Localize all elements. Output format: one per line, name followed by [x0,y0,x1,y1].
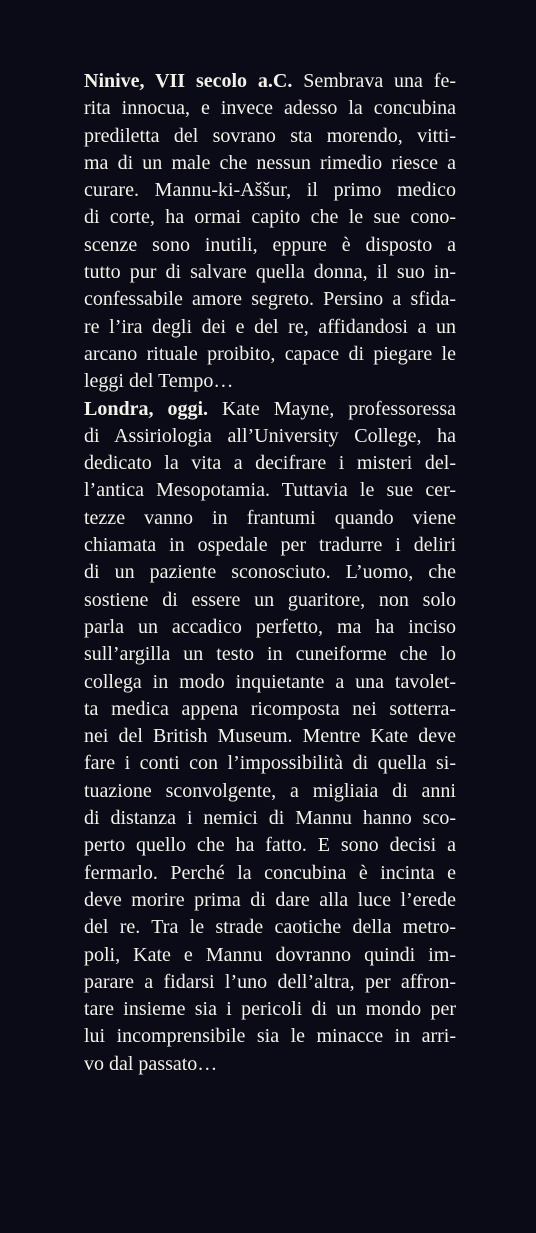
text-line: tuazione sconvolgente, a migliaia di anni [84,779,456,802]
text-line: vo dal passato… [84,1052,218,1075]
text-line: perto quello che ha fatto. E sono decisi a [84,834,456,857]
text-line: chiamata in ospedale per tradurre i deliri [84,534,456,557]
text-line: tare insieme sia i pericoli di un mondo per [84,998,456,1021]
text-line: tutto pur di salvare quella donna, il suo in- [84,261,456,284]
text-line: di un paziente sconosciuto. L’uomo, che [84,561,456,584]
text-line: re l’ira degli dei e del re, affidandosi a un [84,315,456,338]
text-line: l’antica Mesopotamia. Tuttavia le sue cer- [84,479,456,502]
text-line: leggi del Tempo… [84,370,234,393]
text-line: confessabile amore segreto. Persino a sfida- [84,288,456,311]
section-heading-londra: Londra, oggi. [84,397,208,420]
text-line: ma di un male che nessun rimedio riesce a [84,151,456,174]
text-line: Londra, oggi. Kate Mayne, professoressa [84,397,456,420]
text-line: arcano rituale proibito, capace di piegare le [84,342,456,365]
text-line: curare. Mannu-ki-Aššur, il primo medico [84,179,456,202]
text-line: di Assiriologia all’University College, ha [84,424,456,447]
text-line: parare a fidarsi l’uno dell’altra, per affron- [84,970,456,993]
section-heading-ninive: Ninive, VII secolo a.C. [84,70,293,92]
text-line: scenze sono inutili, eppure è disposto a [84,233,456,256]
text-line: ta medica appena ricomposta nei sotterra- [84,697,456,720]
text-line: dedicato la vita a decifrare i misteri del- [84,452,456,475]
text-line: Ninive, VII secolo a.C. Sembrava una fe- [84,70,456,92]
text-line: collega in modo inquietante a una tavolet- [84,670,456,693]
text-line: prediletta del sovrano sta morendo, vitti- [84,124,456,147]
text-line: fare i conti con l’impossibilità di quella si- [84,752,456,775]
text-line: sostiene di essere un guaritore, non solo [84,588,456,611]
text-line: lui incomprensibile sia le minacce in arri- [84,1025,456,1048]
text-line: di corte, ha ormai capito che le sue cono- [84,206,456,229]
text-line: tezze vanno in frantumi quando viene [84,506,456,529]
blurb-text [84,68,456,1078]
text-line: deve morire prima di dare alla luce l’erede [84,888,456,911]
text-line: del re. Tra le strade caotiche della metro- [84,916,456,939]
text-line: di distanza i nemici di Mannu hanno sco- [84,807,456,830]
text-line: parla un accadico perfetto, ma ha inciso [84,615,456,638]
text-line: nei del British Museum. Mentre Kate deve [84,725,456,748]
text-line: sull’argilla un testo in cuneiforme che lo [84,643,456,666]
text-line: rita innocua, e invece adesso la concubina [84,97,456,120]
text-line: poli, Kate e Mannu dovranno quindi im- [84,943,456,966]
text-line: fermarlo. Perché la concubina è incinta e [84,861,456,884]
